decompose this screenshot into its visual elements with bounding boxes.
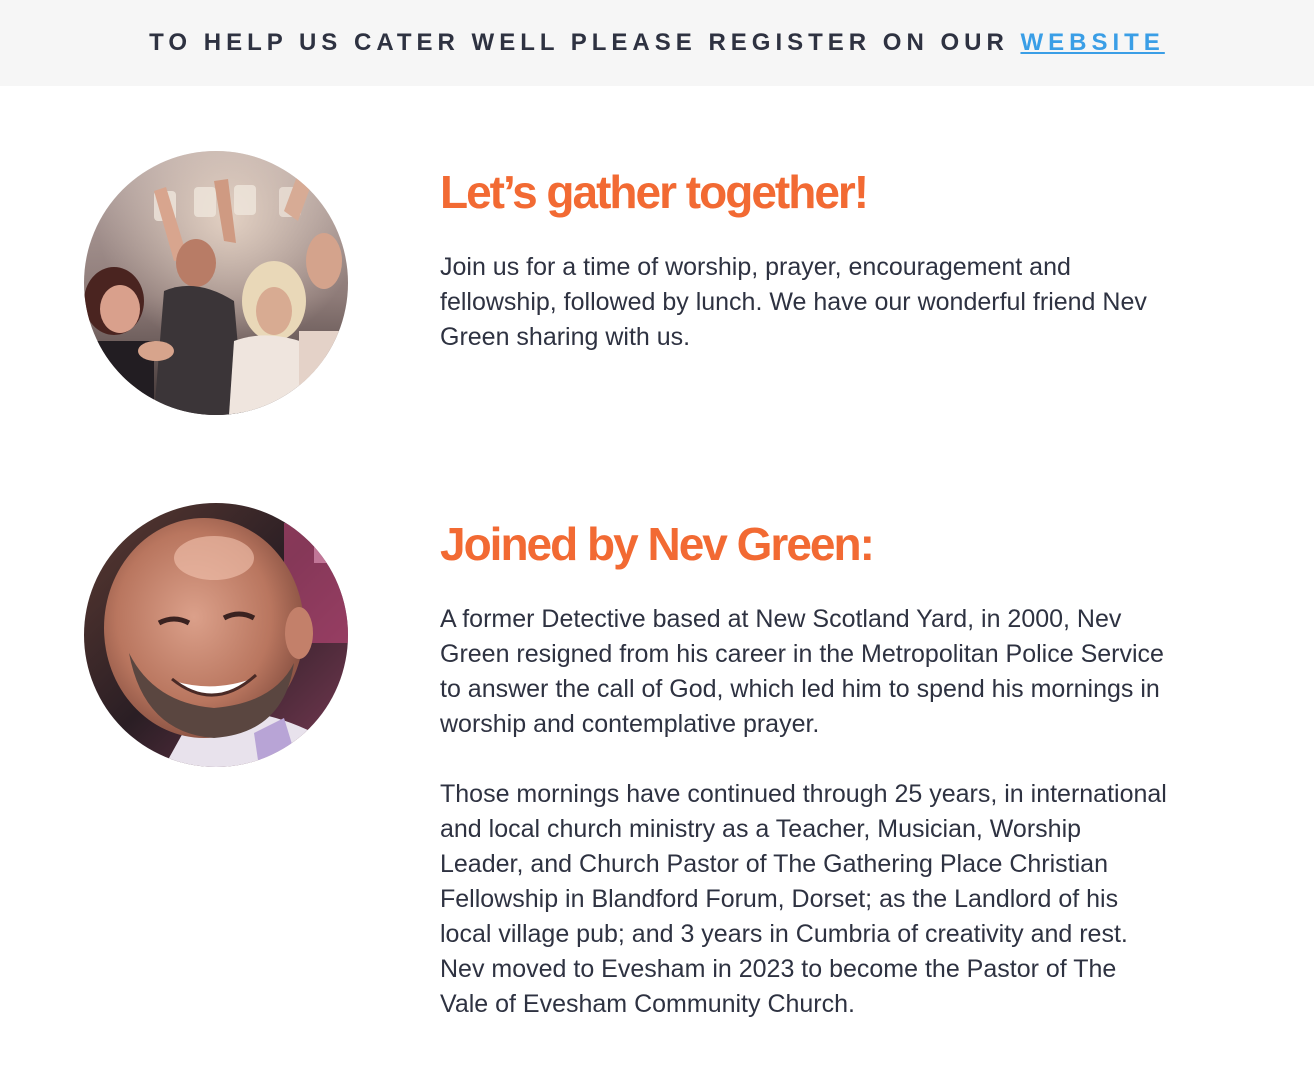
gather-together-content [440, 166, 1170, 355]
section-paragraph: Those mornings have continued through 25 years, in international and local church ministry as a Teacher, Musician, Worship Leader, and Church Pastor of The Gathering Place Christian Fellowship in Blandford Forum, Dorset; as the Landlord of his local village pub; and 3 years in Cumbria of creativity and rest. Nev moved to Evesham in 2023 to become the Pastor of The Vale of Evesham Community Church. [440, 780, 1167, 1018]
section-paragraph: Join us for a time of worship, prayer, encouragement and fellowship, followed by lunch. We have our wonderful friend Nev Green sharing with us. [440, 253, 1147, 351]
register-banner [0, 0, 1314, 86]
section-heading: Joined by Nev Green: [440, 518, 873, 570]
section-paragraph: A former Detective based at New Scotland Yard, in 2000, Nev Green resigned from his career in the Metropolitan Police Service to answer the call of God, which led him to spend his mornings in worship and contemplative prayer. [440, 605, 1164, 738]
worship-gathering-photo [84, 151, 348, 415]
banner-message [149, 29, 1165, 57]
nev-green-portrait-photo [84, 503, 348, 767]
section-heading: Let’s gather together! [440, 166, 868, 218]
banner-text: TO HELP US CATER WELL PLEASE REGISTER ON OUR [149, 29, 1009, 56]
website-link[interactable]: WEBSITE [1020, 29, 1165, 56]
nev-green-content [440, 518, 1170, 1022]
